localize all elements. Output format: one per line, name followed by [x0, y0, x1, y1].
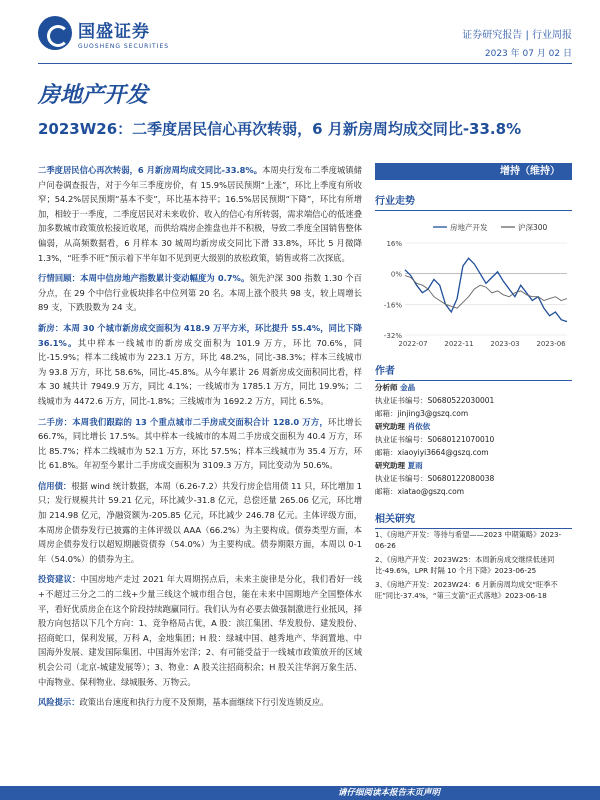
report-date: 2023 年 07 月 02 日 — [484, 49, 572, 59]
related-title: 相关研究 — [375, 510, 572, 529]
paragraph-market: 行情回顾：本周中信房地产指数累计变动幅度为 0.7%。领先沪深 300 指数 1.30 个百分点，在 29 个中信行业板块排名中位列第 20 名。本周上涨个股共 98 支，较上周增长 89 支，下跌股数为 24 支。 — [38, 273, 362, 313]
logo-english: GUOSHENG SECURITIES — [78, 42, 170, 50]
author-3: 研究助理 夏雨 执业证书编号：S0680122080038 邮箱：xiatao@gszq.com — [375, 459, 572, 498]
related-research — [375, 529, 572, 601]
footer-disclaimer: 请仔细阅读本报告末页声明 — [337, 788, 440, 798]
related-item-1[interactable]: 1、《房地产开发：等待与希望——2023 中期策略》2023-06-26 — [375, 530, 562, 550]
logo-name: 国盛证券 — [78, 21, 150, 42]
section-title: 房地产开发 — [38, 83, 149, 108]
x-tick-label: 2022-11 — [444, 340, 474, 348]
paragraph-investment: 投资建议：中国房地产走过 2021 年大周期拐点后，未来主旋律是分化，我们看好一线+不超过三分之二的二线+少量三线这个城市组合包，能在未来中国期地产全国整体水平，看好优质房企在这个阶段持续跑赢同行。我们认为有必要去做强制激进行业抵风，择股方向包括以下几个方向：1、竞争格局占优，A 股：滨江集团、华发股份、建发股份、招商蛇口，保利发展，万科 A，金地集团；H 股：绿城中国、越秀地产、华润置地、中国海外发展、建发国际集团、中国海外宏洋；2、有可能受益于一线城市政策放开的区域机会公司（北京-城建发展等）；3、物业：A 股关注招商积余；H 股关注华润万象生活、中海物业、保利物业、绿城服务、万物云。 — [38, 574, 362, 687]
report-type: 证券研究报告 | 行业周报 — [462, 30, 572, 41]
footer-bar — [0, 786, 600, 800]
paragraph-new-homes: 新房：本周 30 个城市新房成交面积为 418.9 万平方米，环比提升 55.4%，同比下降 36.1%。其中样本一线城市的新房成交面积为 101.9 万方，环比 70.6%，同比-15.9%；样本二线城市为 223.1 万方，环比 48.2%，同比-38.3%；样本三线城市为 93.8 万方，环比 58.6%，同比-45.8%。从今年累计 26 周新房成交面积同比看，样本 30 城共计 7949.9 万方，同比 4.1%；一线城市为 1785.1 万方，同比 19.9%；二线城市为 4472.6 万方，同比-1.8%；三线城市为 1692.2 万方，同比 6.5%。 — [38, 322, 362, 406]
x-tick-label: 2023-03 — [490, 340, 520, 348]
authors-list — [375, 381, 572, 498]
page-footer — [0, 780, 600, 800]
company-logo — [38, 16, 169, 50]
author-1: 分析师 金晶 执业证书编号：S0680522030001 邮箱：jinjing3@gszq.com — [375, 381, 572, 420]
x-tick-label: 2022-07 — [398, 340, 428, 348]
report-body — [38, 163, 362, 716]
trend-chart-svg — [375, 215, 572, 360]
logo-icon — [38, 16, 72, 50]
y-tick-label: 16% — [386, 240, 402, 248]
trend-title: 行业走势 — [375, 192, 572, 211]
series-line-2 — [405, 276, 567, 309]
author-2: 研究助理 肖依依 执业证书编号：S0680121070010 邮箱：xiaoyiyi3664@gszq.com — [375, 420, 572, 459]
related-item-3[interactable]: 3、《房地产开发：2023W24：6 月新房周均成交“旺季不旺”同比-37.4%，“第三支箭”正式落地》2023-06-18 — [375, 580, 558, 600]
page-header — [0, 0, 600, 70]
header-rule — [38, 63, 572, 64]
paragraph-second-hand: 二手房：本周我们跟踪的 13 个重点城市二手房成交面积合计 128.0 万方，环比增长 66.7%，同比增长 17.5%。其中样本一线城市的本周二手房成交面积为 40.4 万方，环比 85.7%；样本二线城市为 52.1 万方，环比 57.5%；样本三线城市为 35.4 万方，环比 61.8%。年初至今累计二手房成交面积为 3109.3 万方，同比变动为 50.6%。 — [38, 416, 362, 471]
authors-title: 作者 — [375, 362, 572, 381]
legend-label-2: 沪深300 — [518, 223, 548, 232]
author-3-email[interactable]: 邮箱：xiatao@gszq.com — [375, 487, 465, 496]
y-tick-label: -32% — [383, 332, 402, 340]
author-1-email[interactable]: 邮箱：jinjing3@gszq.com — [375, 409, 469, 418]
legend-label-1: 房地产开发 — [450, 223, 488, 232]
x-tick-label: 2023-06 — [536, 340, 566, 348]
related-item-2[interactable]: 2、《房地产开发：2023W25：本周新房成交继续低迷同比-49.6%，LPR 时隔 10 个月下降》2023-06-25 — [375, 555, 555, 575]
paragraph-credit-bonds: 信用债：根据 wind 统计数据，本周（6.26-7.2）共发行房企信用债 11 只，环比增加 1 只；发行规模共计 59.21 亿元，环比减少-31.8 亿元，总偿还量 265.06 亿元，环比增加 214.98 亿元，净融资额为-205.85 亿元，环比减少 246.78 亿元。主体评级方面，本周房企债券发行已披露的主体评级以 AAA（66.2%）为主要构成。债券类型方面，本周房企债券发行以超短期融资债券（54.0%）为主要构成。债券期限方面，本周以 0-1 年（54.0%）的债券为主。 — [38, 480, 362, 564]
y-tick-label: -16% — [383, 301, 402, 310]
report-headline: 2023W26：二季度居民信心再次转弱，6 月新房周均成交同比-33.8% — [38, 120, 522, 138]
sidebar — [375, 163, 572, 604]
trend-chart — [375, 215, 572, 360]
paragraph-risk: 风险提示：政策出台速度和执行力度不及预期，基本面继续下行引发连锁反应。 — [38, 697, 329, 708]
y-tick-label: 0% — [390, 270, 402, 279]
rating-badge: 增持（维持） — [375, 163, 572, 180]
paragraph-summary: 二季度居民信心再次转弱，6 月新房周均成交同比-33.8%。本周央行发布二季度城镇储户问卷调查报告，对于今年三季度房价，有 15.9%居民预期“上涨”，环比上季度有所收窄；54.2%居民预期“基本不变”，环比基本持平；16.5%居民预期“下降”，环比有所增加，相较于一季度，二季度居民对未来收价、收入的信心有所转弱，需求端信心的低迷叠加多数城市政策放松接近收尾，而供给端房企推盘也并不积极，导致二季度全国销售整体偏弱，从高频数据看，6 月样本 30 城周均新房成交同比下滑 33.8%，环比 5 月微降 1.3%，“旺季不旺”预示着下半年如不见到更大级别的放松政策，销售或将二次探底。 — [38, 165, 362, 263]
author-2-email[interactable]: 邮箱：xiaoyiyi3664@gszq.com — [375, 448, 489, 457]
